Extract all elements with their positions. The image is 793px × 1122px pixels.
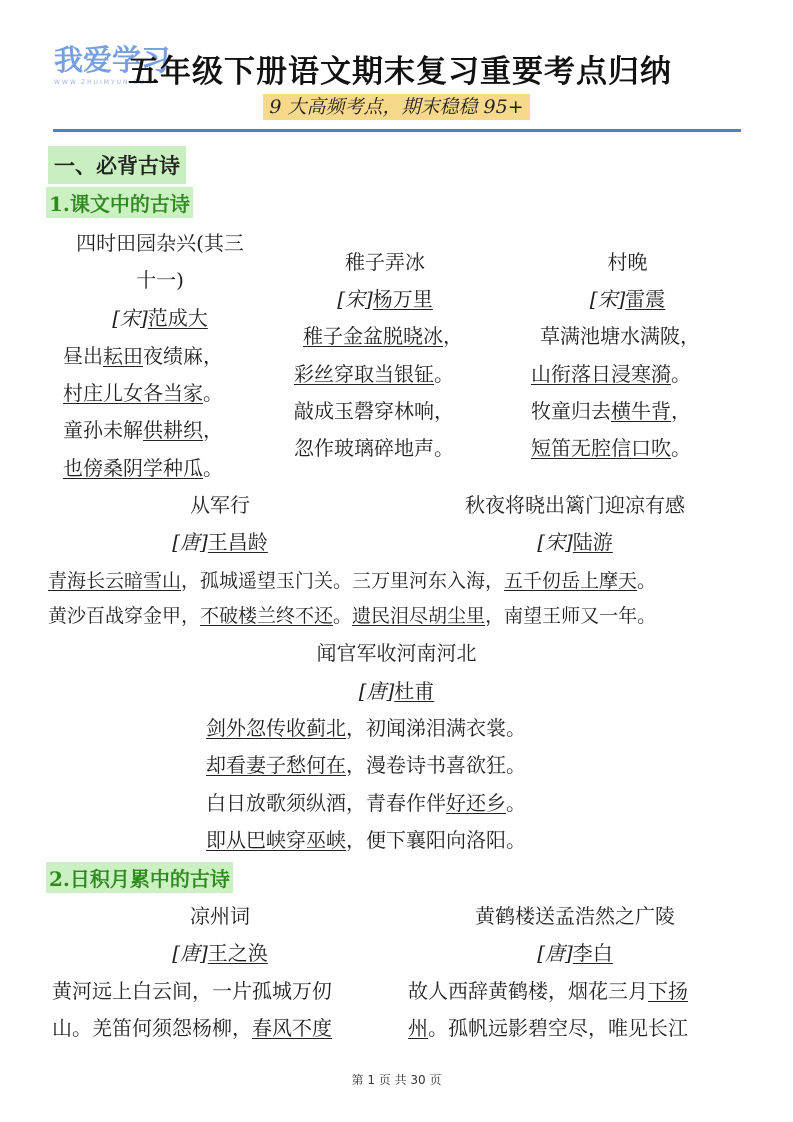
poem8-author: [唐]李白 <box>537 941 613 965</box>
poem5-title: 秋夜将晓出篱门迎凉有感 <box>465 493 685 517</box>
poem5-author: [宋]陆游 <box>537 530 613 554</box>
poem3-line4: 短笛无腔信口吹。 <box>531 436 691 460</box>
poem2-line4: 忽作玻璃碎地声。 <box>294 436 454 460</box>
poem4-author: [唐]王昌龄 <box>172 530 268 554</box>
poems45-row1: 青海长云暗雪山，孤城遥望玉门关。三万里河东入海，五千仞岳上摩天。 <box>48 570 657 592</box>
poem7-author: [唐]王之涣 <box>172 941 268 965</box>
page-title: 五年级下册语文期末复习重要考点归纳 <box>128 54 672 90</box>
poems45-row2: 黄沙百战穿金甲，不破楼兰终不还。遗民泪尽胡尘里，南望王师又一年。 <box>48 605 657 627</box>
header-divider <box>53 129 741 132</box>
poem1-title-line1: 四时田园杂兴(其三 <box>76 231 244 255</box>
poem7-line1: 黄河远上白云间，一片孤城万仞 <box>52 979 332 1003</box>
poem6-line4: 即从巴峡穿巫峡，便下襄阳向洛阳。 <box>206 828 526 852</box>
poem3-line2: 山衔落日浸寒漪。 <box>531 362 691 386</box>
poem8-title: 黄鹤楼送孟浩然之广陵 <box>475 904 675 928</box>
page-number: 第 1 页 共 30 页 <box>351 1073 442 1087</box>
poem3-title: 村晚 <box>607 250 648 274</box>
poem3-author: [宋]雷震 <box>589 287 666 311</box>
poem8-line2: 州。孤帆远影碧空尽，唯见长江 <box>408 1016 688 1040</box>
poem1-line1: 昼出耘田夜绩麻， <box>63 344 223 368</box>
poem1-line2: 村庄儿女各当家。 <box>63 381 223 405</box>
poem2-line1: 稚子金盆脱晓冰， <box>303 324 463 348</box>
poem8-line1: 故人西辞黄鹤楼，烟花三月下扬 <box>408 979 688 1003</box>
poem6-author: [唐]杜甫 <box>358 679 435 703</box>
page-subtitle: 9 大高频考点，期末稳稳 95+ <box>263 94 529 120</box>
poem3-line3: 牧童归去横牛背， <box>531 399 691 423</box>
poem2-line3: 敲成玉磬穿林响， <box>294 399 454 423</box>
poem6-title: 闻官军收河南河北 <box>316 641 477 665</box>
poem2-title: 稚子弄冰 <box>345 250 425 274</box>
poem1-title-line2: 十一) <box>136 268 184 292</box>
subsection-heading-2: 2.日积月累中的古诗 <box>46 862 233 893</box>
poem7-title: 凉州词 <box>190 904 250 928</box>
poem6-line1: 剑外忽传收蓟北，初闻涕泪满衣裳。 <box>206 716 526 740</box>
poem6-line2: 却看妻子愁何在，漫卷诗书喜欲狂。 <box>206 753 526 777</box>
poem1-author: [宋]范成大 <box>112 306 208 330</box>
poem1-line3: 童孙未解供耕织， <box>63 418 223 442</box>
poem3-line1: 草满池塘水满陂， <box>540 324 700 348</box>
watermark-text: 我爱学习 <box>54 43 171 77</box>
poem7-line2: 山。羌笛何须怨杨柳，春风不度 <box>52 1016 332 1040</box>
section-heading: 一、必背古诗 <box>48 146 186 184</box>
subsection-heading-1: 1.课文中的古诗 <box>46 187 193 218</box>
poem1-line4: 也傍桑阴学种瓜。 <box>63 456 223 480</box>
poem2-line2: 彩丝穿取当银钲。 <box>294 362 454 386</box>
watermark-url: WWW.ZHUIMYUN.COM <box>54 79 154 86</box>
poem4-title: 从军行 <box>190 493 250 517</box>
subtitle-wrap <box>0 92 793 119</box>
poem2-author: [宋]杨万里 <box>337 287 433 311</box>
poem6-line3: 白日放歌须纵酒，青春作伴好还乡。 <box>206 791 526 815</box>
